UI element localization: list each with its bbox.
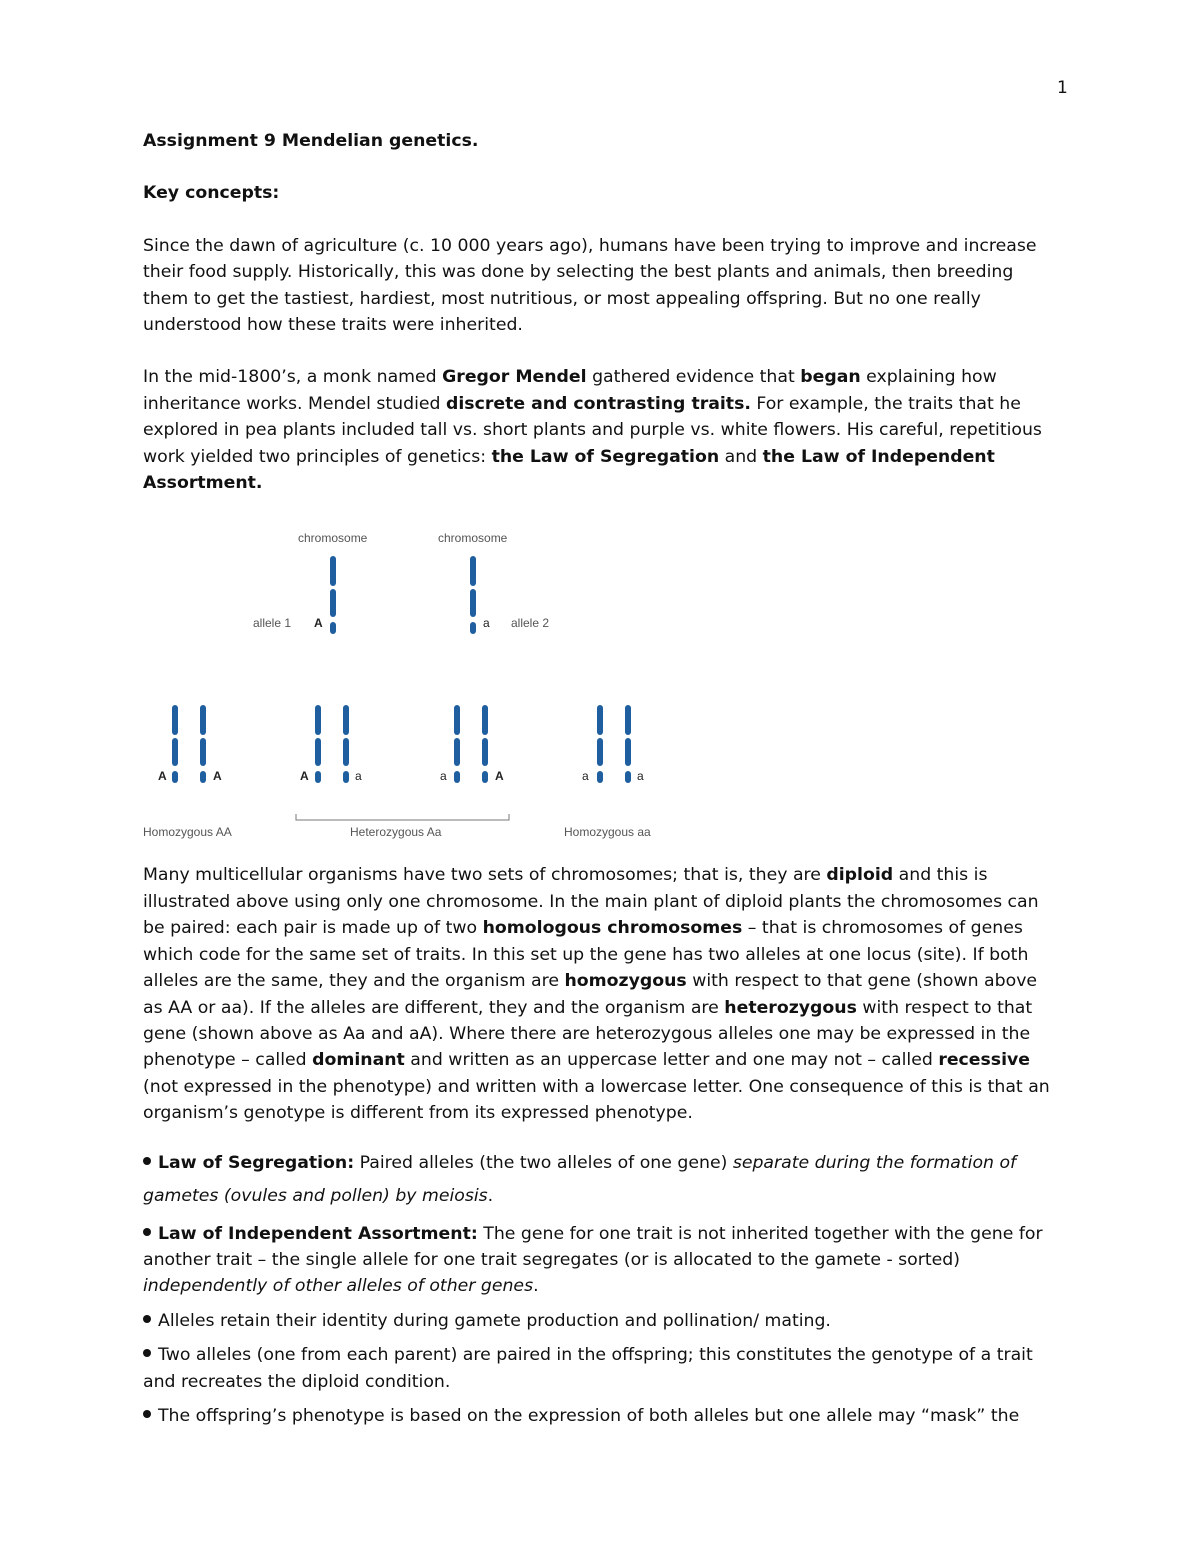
chromosome-label-2: chromosome bbox=[438, 531, 508, 546]
allele1-label: allele 1 bbox=[253, 616, 292, 631]
mendel-paragraph: In the mid-1800’s, a monk named Gregor Mendel gathered evidence that began explaining how inheritance works. Mendel studied discrete and contrasting traits. For example, the traits that he explored in pea plants included tall vs. short plants and purple vs. white flowers. His careful, repetitious work yielded two principles of genetics: the Law of Segregation and the Law of Independent Assortment. bbox=[143, 367, 1042, 494]
pair4-left-allele: a bbox=[582, 769, 589, 784]
section-heading: Key concepts: bbox=[143, 183, 280, 204]
caption-heterozygous: Heterozygous Aa bbox=[350, 825, 442, 840]
allele-figure bbox=[143, 522, 1058, 862]
pair4-right-allele: a bbox=[637, 769, 644, 784]
bullet-icon bbox=[143, 1410, 151, 1418]
chromosome-pair-aa bbox=[597, 705, 631, 783]
bullet-icon bbox=[143, 1315, 151, 1323]
bullet-law-of-independent-assortment: Law of Independent Assortment: The gene for one trait is not inherited together with the gene for another trait – the single allele for one trait segregates (or is allocated to the gamete - sorted) independently of other alleles of other genes. bbox=[143, 1223, 1043, 1297]
caption-homozygous-aa: Homozygous aa bbox=[564, 825, 651, 840]
bullet-alleles-retain-identity: Alleles retain their identity during gamete production and pollination/ mating. bbox=[143, 1308, 1058, 1334]
pair2-right-allele: a bbox=[355, 769, 362, 784]
chromosome-pair-AA bbox=[172, 705, 206, 783]
chromosome-label-1: chromosome bbox=[298, 531, 368, 546]
heterozygous-bracket bbox=[296, 814, 509, 820]
bullet-icon bbox=[143, 1349, 151, 1357]
caption-homozygous-AA: Homozygous AA bbox=[143, 825, 232, 840]
page-number: 1 bbox=[1057, 78, 1068, 98]
bullet-offspring-phenotype: The offspring’s phenotype is based on the expression of both alleles but one allele may “mask” the bbox=[143, 1403, 1058, 1429]
chromosome-top-1 bbox=[330, 556, 336, 634]
allele1-letter: A bbox=[314, 616, 323, 631]
diploid-paragraph: Many multicellular organisms have two sets of chromosomes; that is, they are diploid and this is illustrated above using only one chromosome. In the main plant of diploid plants the chromosomes can be paired: each pair is made up of two homologous chromosomes – that is chromosomes of genes which code for the same set of traits. In this set up the gene has two alleles at one locus (site). If both alleles are the same, they and the organism are homozygous with respect to that gene (shown above as AA or aa). If the alleles are different, they and the organism are heterozygous with respect to that gene (shown above as Aa and aA). Where there are heterozygous alleles one may be expressed in the phenotype – called dominant and written as an uppercase letter and one may not – called recessive (not expressed in the phenotype) and written with a lowercase letter. One consequence of this is that an organism’s genotype is different from its expressed phenotype. bbox=[143, 865, 1050, 1124]
pair1-left-allele: A bbox=[158, 769, 167, 784]
allele2-letter: a bbox=[483, 616, 490, 631]
chromosome-diagram bbox=[143, 522, 1058, 862]
bullet-two-alleles-paired: Two alleles (one from each parent) are paired in the offspring; this constitutes the genotype of a trait and recreates the diploid condition. bbox=[143, 1345, 1033, 1392]
pair2-left-allele: A bbox=[300, 769, 309, 784]
bullet-icon bbox=[143, 1228, 151, 1236]
intro-paragraph: Since the dawn of agriculture (c. 10 000 years ago), humans have been trying to improve and increase their food supply. Historically, this was done by selecting the best plants and animals, then breeding them to get the tastiest, hardiest, most nutritious, or most appealing offspring. But no one really understood how these traits were inherited. bbox=[143, 235, 1037, 336]
chromosome-pair-Aa bbox=[315, 705, 349, 783]
pair3-right-allele: A bbox=[495, 769, 504, 784]
pair1-right-allele: A bbox=[213, 769, 222, 784]
pair3-left-allele: a bbox=[440, 769, 447, 784]
document-body bbox=[143, 128, 1058, 1437]
bullet-law-of-segregation: Law of Segregation: Paired alleles (the two alleles of one gene) separate during the formation of gametes (ovules and pollen) by meiosis. bbox=[143, 1152, 1017, 1206]
allele2-label: allele 2 bbox=[511, 616, 550, 631]
bullet-icon bbox=[143, 1157, 151, 1165]
chromosome-top-2 bbox=[470, 556, 476, 634]
document-title: Assignment 9 Mendelian genetics. bbox=[143, 131, 479, 151]
chromosome-pair-aA bbox=[454, 705, 488, 783]
